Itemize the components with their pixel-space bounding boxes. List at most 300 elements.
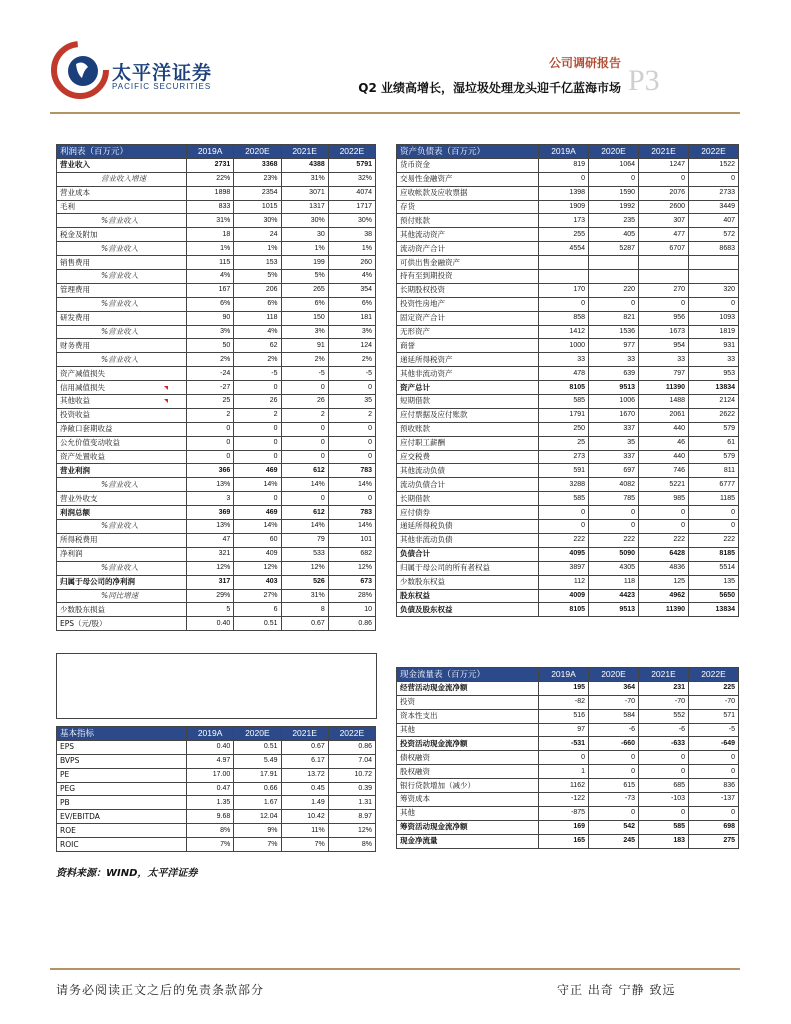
value-cell: 0	[639, 506, 689, 520]
table-row	[57, 450, 376, 464]
table-row	[57, 186, 376, 200]
value-cell: 0	[689, 297, 739, 311]
value-cell: 0	[539, 506, 589, 520]
value-cell: 165	[539, 834, 589, 848]
value-cell: 2354	[234, 186, 281, 200]
table-row	[57, 796, 376, 810]
value-cell: 469	[234, 506, 281, 520]
row-label: 营业利润	[57, 464, 187, 478]
value-cell: 245	[589, 834, 639, 848]
value-cell: 337	[589, 422, 639, 436]
page-number: P3	[628, 64, 660, 97]
row-label: 投资活动现金流净额	[397, 737, 539, 751]
value-cell: 273	[539, 450, 589, 464]
row-label: ROIC	[57, 838, 187, 852]
value-cell: 30%	[328, 214, 375, 228]
value-cell: 0.51	[234, 617, 281, 631]
value-cell: 14%	[328, 520, 375, 534]
table-row	[397, 492, 739, 506]
row-label: 所得税费用	[57, 533, 187, 547]
table-row	[397, 834, 739, 848]
value-cell: 516	[539, 709, 589, 723]
value-cell: 584	[589, 709, 639, 723]
value-cell: 1819	[689, 325, 739, 339]
value-cell: 8683	[689, 242, 739, 256]
row-label: 其他非流动资产	[397, 367, 539, 381]
value-cell: 2%	[328, 353, 375, 367]
table-row	[397, 709, 739, 723]
value-cell: 0	[589, 806, 639, 820]
row-label: 流动资产合计	[397, 242, 539, 256]
income-statement-table	[56, 144, 376, 631]
value-cell: 6%	[328, 297, 375, 311]
row-label: 净敞口套期收益	[57, 422, 187, 436]
table-row	[57, 270, 376, 284]
value-cell: 255	[539, 228, 589, 242]
value-cell: 1015	[234, 200, 281, 214]
table-title-cell: 现金流量表（百万元）	[397, 668, 539, 682]
year-header-cell: 2021E	[281, 727, 328, 741]
table-row	[57, 256, 376, 270]
value-cell: 150	[281, 311, 328, 325]
row-label: 其他	[397, 806, 539, 820]
table-row	[57, 589, 376, 603]
table-row	[57, 561, 376, 575]
table-row	[57, 214, 376, 228]
value-cell: 135	[689, 575, 739, 589]
value-cell: 24	[234, 228, 281, 242]
value-cell: 10.72	[328, 768, 375, 782]
value-cell: -122	[539, 793, 589, 807]
value-cell: 235	[589, 214, 639, 228]
value-cell: 12%	[328, 824, 375, 838]
value-cell: 612	[281, 506, 328, 520]
row-label: 应付职工薪酬	[397, 436, 539, 450]
value-cell: 33	[539, 353, 589, 367]
value-cell: -137	[689, 793, 739, 807]
row-label: 归属于母公司的所有者权益	[397, 561, 539, 575]
value-cell: 1%	[281, 242, 328, 256]
row-label: 固定资产合计	[397, 311, 539, 325]
table-row	[57, 395, 376, 409]
value-cell: 30%	[234, 214, 281, 228]
row-label: 资产减值损失	[57, 367, 187, 381]
value-cell: 0	[639, 297, 689, 311]
value-cell: 307	[639, 214, 689, 228]
value-cell: -649	[689, 737, 739, 751]
year-header-cell: 2019A	[539, 145, 589, 159]
value-cell: 33	[689, 353, 739, 367]
value-cell: 697	[589, 464, 639, 478]
table-row	[397, 381, 739, 395]
table-row	[397, 325, 739, 339]
row-label: 营业成本	[57, 186, 187, 200]
value-cell: 5287	[589, 242, 639, 256]
value-cell: 0	[281, 381, 328, 395]
table-row	[57, 436, 376, 450]
value-cell: 4%	[234, 325, 281, 339]
value-cell: 13834	[689, 603, 739, 617]
value-cell: 220	[589, 283, 639, 297]
value-cell: 321	[187, 547, 234, 561]
value-cell: 31%	[281, 172, 328, 186]
value-cell: 931	[689, 339, 739, 353]
value-cell: 170	[539, 283, 589, 297]
value-cell: 1185	[689, 492, 739, 506]
table-row	[57, 838, 376, 852]
row-label: 利润总额	[57, 506, 187, 520]
value-cell: 579	[689, 450, 739, 464]
value-cell: 369	[187, 506, 234, 520]
row-label: 长期股权投资	[397, 283, 539, 297]
table-row	[397, 214, 739, 228]
value-cell: 682	[328, 547, 375, 561]
value-cell: 30%	[281, 214, 328, 228]
value-cell: 6707	[639, 242, 689, 256]
value-cell: 3071	[281, 186, 328, 200]
value-cell: 47	[187, 533, 234, 547]
table-row	[397, 533, 739, 547]
cash-flow-table	[396, 667, 739, 849]
value-cell: 31%	[281, 589, 328, 603]
value-cell: 698	[689, 820, 739, 834]
value-cell: 12.04	[234, 810, 281, 824]
value-cell: -633	[639, 737, 689, 751]
value-cell: 1093	[689, 311, 739, 325]
comment-marker	[164, 386, 168, 390]
value-cell: 6%	[281, 297, 328, 311]
value-cell: -103	[639, 793, 689, 807]
table-row	[397, 422, 739, 436]
value-cell: 405	[589, 228, 639, 242]
value-cell: 0	[187, 436, 234, 450]
value-cell: 3449	[689, 200, 739, 214]
value-cell: 1.35	[187, 796, 234, 810]
value-cell: 1000	[539, 339, 589, 353]
row-label: 可供出售金融资产	[397, 256, 539, 270]
row-label: 筹资活动现金流净额	[397, 820, 539, 834]
year-header-cell: 2022E	[689, 145, 739, 159]
value-cell: 169	[539, 820, 589, 834]
row-label: %营业收入	[57, 520, 187, 534]
value-cell: 5090	[589, 547, 639, 561]
row-label: 少数股东损益	[57, 603, 187, 617]
table-row	[397, 723, 739, 737]
value-cell: 183	[639, 834, 689, 848]
value-cell: 354	[328, 283, 375, 297]
row-label: %营业收入	[57, 353, 187, 367]
value-cell: -6	[589, 723, 639, 737]
value-cell: 11390	[639, 381, 689, 395]
value-cell: 222	[539, 533, 589, 547]
value-cell: 819	[539, 158, 589, 172]
value-cell: 2%	[234, 353, 281, 367]
table-row	[57, 754, 376, 768]
value-cell: -70	[639, 695, 689, 709]
table-row	[57, 242, 376, 256]
table-row	[397, 751, 739, 765]
value-cell: 3%	[281, 325, 328, 339]
table-title-cell: 基本指标	[57, 727, 187, 741]
row-label: 应付票据及应付账款	[397, 408, 539, 422]
row-label: 研发费用	[57, 311, 187, 325]
value-cell: 5.49	[234, 754, 281, 768]
row-label: 资产处置收益	[57, 450, 187, 464]
value-cell: 685	[639, 779, 689, 793]
row-label: 营业收入	[57, 158, 187, 172]
value-cell: 1398	[539, 186, 589, 200]
value-cell: 3%	[187, 325, 234, 339]
value-cell: -6	[639, 723, 689, 737]
value-cell: 1006	[589, 395, 639, 409]
value-cell: 6428	[639, 547, 689, 561]
value-cell: 783	[328, 506, 375, 520]
row-label: 无形资产	[397, 325, 539, 339]
row-label: 预付账款	[397, 214, 539, 228]
value-cell: 366	[187, 464, 234, 478]
value-cell: 836	[689, 779, 739, 793]
value-cell: -24	[187, 367, 234, 381]
value-cell: -70	[689, 695, 739, 709]
table-row	[397, 311, 739, 325]
row-label: 其他流动资产	[397, 228, 539, 242]
row-label: 资产总计	[397, 381, 539, 395]
value-cell: 22%	[187, 172, 234, 186]
value-cell: 4962	[639, 589, 689, 603]
table-header-row	[397, 145, 739, 159]
value-cell: 1%	[328, 242, 375, 256]
value-cell: 0	[689, 520, 739, 534]
value-cell: -875	[539, 806, 589, 820]
table-row	[397, 506, 739, 520]
table-row	[57, 492, 376, 506]
value-cell: 14%	[281, 520, 328, 534]
value-cell: 181	[328, 311, 375, 325]
value-cell: -70	[589, 695, 639, 709]
row-label: 应收帐款及应收票据	[397, 186, 539, 200]
value-cell: 0	[639, 172, 689, 186]
value-cell: 403	[234, 575, 281, 589]
year-header-cell: 2021E	[281, 145, 328, 159]
value-cell: 2%	[281, 353, 328, 367]
value-cell: 25	[539, 436, 589, 450]
value-cell: 9.68	[187, 810, 234, 824]
value-cell: 14%	[328, 478, 375, 492]
table-row	[397, 547, 739, 561]
value-cell: 0	[589, 172, 639, 186]
value-cell: 5791	[328, 158, 375, 172]
row-label: BVPS	[57, 754, 187, 768]
row-label: 货币资金	[397, 158, 539, 172]
value-cell	[589, 270, 639, 284]
row-label: %营业收入	[57, 242, 187, 256]
table-row	[57, 575, 376, 589]
value-cell: 0	[187, 450, 234, 464]
data-source-note: 资料来源：WIND，太平洋证券	[56, 868, 198, 879]
value-cell: 0	[689, 765, 739, 779]
value-cell: 2733	[689, 186, 739, 200]
value-cell: 0.66	[234, 782, 281, 796]
row-label: 银行贷款增加（减少）	[397, 779, 539, 793]
value-cell: 1162	[539, 779, 589, 793]
table-row	[397, 681, 739, 695]
value-cell: 6	[234, 603, 281, 617]
value-cell: -5	[689, 723, 739, 737]
row-label: PE	[57, 768, 187, 782]
table-row	[397, 297, 739, 311]
table-header-row	[397, 668, 739, 682]
footer-motto: 守正 出奇 宁静 致远	[557, 983, 676, 997]
row-label: EPS（元/股）	[57, 617, 187, 631]
value-cell: 3288	[539, 478, 589, 492]
value-cell: 125	[639, 575, 689, 589]
value-cell: 222	[639, 533, 689, 547]
value-cell: 0	[639, 751, 689, 765]
year-header-cell: 2022E	[328, 145, 375, 159]
table-header-row	[57, 727, 376, 741]
value-cell: 0	[589, 297, 639, 311]
table-row	[397, 478, 739, 492]
balance-sheet-table	[396, 144, 739, 617]
value-cell: 10	[328, 603, 375, 617]
value-cell: 250	[539, 422, 589, 436]
year-header-cell: 2020E	[589, 145, 639, 159]
value-cell: 526	[281, 575, 328, 589]
value-cell: 4.97	[187, 754, 234, 768]
table-row	[57, 283, 376, 297]
value-cell: 1590	[589, 186, 639, 200]
value-cell: 469	[234, 464, 281, 478]
value-cell: 13.72	[281, 768, 328, 782]
value-cell: 572	[689, 228, 739, 242]
value-cell: 0.39	[328, 782, 375, 796]
value-cell: 28%	[328, 589, 375, 603]
table-row	[57, 325, 376, 339]
value-cell: 4836	[639, 561, 689, 575]
value-cell: 260	[328, 256, 375, 270]
value-cell	[639, 256, 689, 270]
row-label: 营业收入增速	[57, 172, 187, 186]
row-label: 投资性房地产	[397, 297, 539, 311]
value-cell: 153	[234, 256, 281, 270]
value-cell: 1522	[689, 158, 739, 172]
row-label: 应交税费	[397, 450, 539, 464]
value-cell: 407	[689, 214, 739, 228]
value-cell: 5%	[281, 270, 328, 284]
value-cell: 4388	[281, 158, 328, 172]
value-cell: 0.47	[187, 782, 234, 796]
value-cell: 7%	[281, 838, 328, 852]
row-label: 投资收益	[57, 408, 187, 422]
value-cell: 7%	[187, 838, 234, 852]
table-row	[397, 353, 739, 367]
value-cell: 1%	[187, 242, 234, 256]
value-cell: 0.40	[187, 740, 234, 754]
value-cell: 5514	[689, 561, 739, 575]
value-cell: 1.49	[281, 796, 328, 810]
row-label: 投资	[397, 695, 539, 709]
value-cell: 7%	[234, 838, 281, 852]
row-label: PB	[57, 796, 187, 810]
year-header-cell: 2019A	[187, 727, 234, 741]
row-label: 持有至到期投资	[397, 270, 539, 284]
table-row	[57, 172, 376, 186]
value-cell: 2	[234, 408, 281, 422]
row-label: 股东权益	[397, 589, 539, 603]
value-cell: 62	[234, 339, 281, 353]
value-cell: 1898	[187, 186, 234, 200]
table-row	[397, 408, 739, 422]
value-cell: 4095	[539, 547, 589, 561]
value-cell: 8%	[328, 838, 375, 852]
value-cell: 2061	[639, 408, 689, 422]
table-row	[397, 737, 739, 751]
value-cell: 8185	[689, 547, 739, 561]
value-cell: 1.31	[328, 796, 375, 810]
value-cell: 0.86	[328, 740, 375, 754]
table-row	[397, 793, 739, 807]
value-cell: 8	[281, 603, 328, 617]
value-cell: 8105	[539, 603, 589, 617]
value-cell: 0	[589, 765, 639, 779]
year-header-cell: 2019A	[187, 145, 234, 159]
table-row	[57, 740, 376, 754]
value-cell: 0	[689, 806, 739, 820]
value-cell: 13%	[187, 520, 234, 534]
row-label: 现金净流量	[397, 834, 539, 848]
value-cell: 12%	[328, 561, 375, 575]
value-cell: 1717	[328, 200, 375, 214]
value-cell: 90	[187, 311, 234, 325]
value-cell: 9%	[234, 824, 281, 838]
value-cell: 31%	[187, 214, 234, 228]
row-label: 公允价值变动收益	[57, 436, 187, 450]
value-cell: 440	[639, 422, 689, 436]
value-cell: 615	[589, 779, 639, 793]
row-label: 资本性支出	[397, 709, 539, 723]
value-cell: 0	[328, 492, 375, 506]
value-cell: 0	[281, 422, 328, 436]
value-cell: 0	[328, 436, 375, 450]
value-cell: 320	[689, 283, 739, 297]
value-cell: 0	[539, 751, 589, 765]
value-cell: 206	[234, 283, 281, 297]
value-cell: 4082	[589, 478, 639, 492]
value-cell: 2076	[639, 186, 689, 200]
table-row	[397, 806, 739, 820]
value-cell: 409	[234, 547, 281, 561]
value-cell: 1.67	[234, 796, 281, 810]
value-cell: 17.91	[234, 768, 281, 782]
value-cell: 985	[639, 492, 689, 506]
row-label: 其他收益	[57, 395, 187, 409]
table-row	[397, 158, 739, 172]
table-row	[57, 617, 376, 631]
value-cell: 23%	[234, 172, 281, 186]
table-row	[57, 422, 376, 436]
table-row	[397, 575, 739, 589]
value-cell: 0	[234, 436, 281, 450]
value-cell: 50	[187, 339, 234, 353]
value-cell: 1	[539, 765, 589, 779]
value-cell: 35	[589, 436, 639, 450]
value-cell: 12%	[281, 561, 328, 575]
table-row	[57, 158, 376, 172]
footer-disclaimer: 请务必阅读正文之后的免责条款部分	[56, 983, 265, 997]
value-cell	[539, 256, 589, 270]
value-cell: 585	[639, 820, 689, 834]
value-cell: 571	[689, 709, 739, 723]
